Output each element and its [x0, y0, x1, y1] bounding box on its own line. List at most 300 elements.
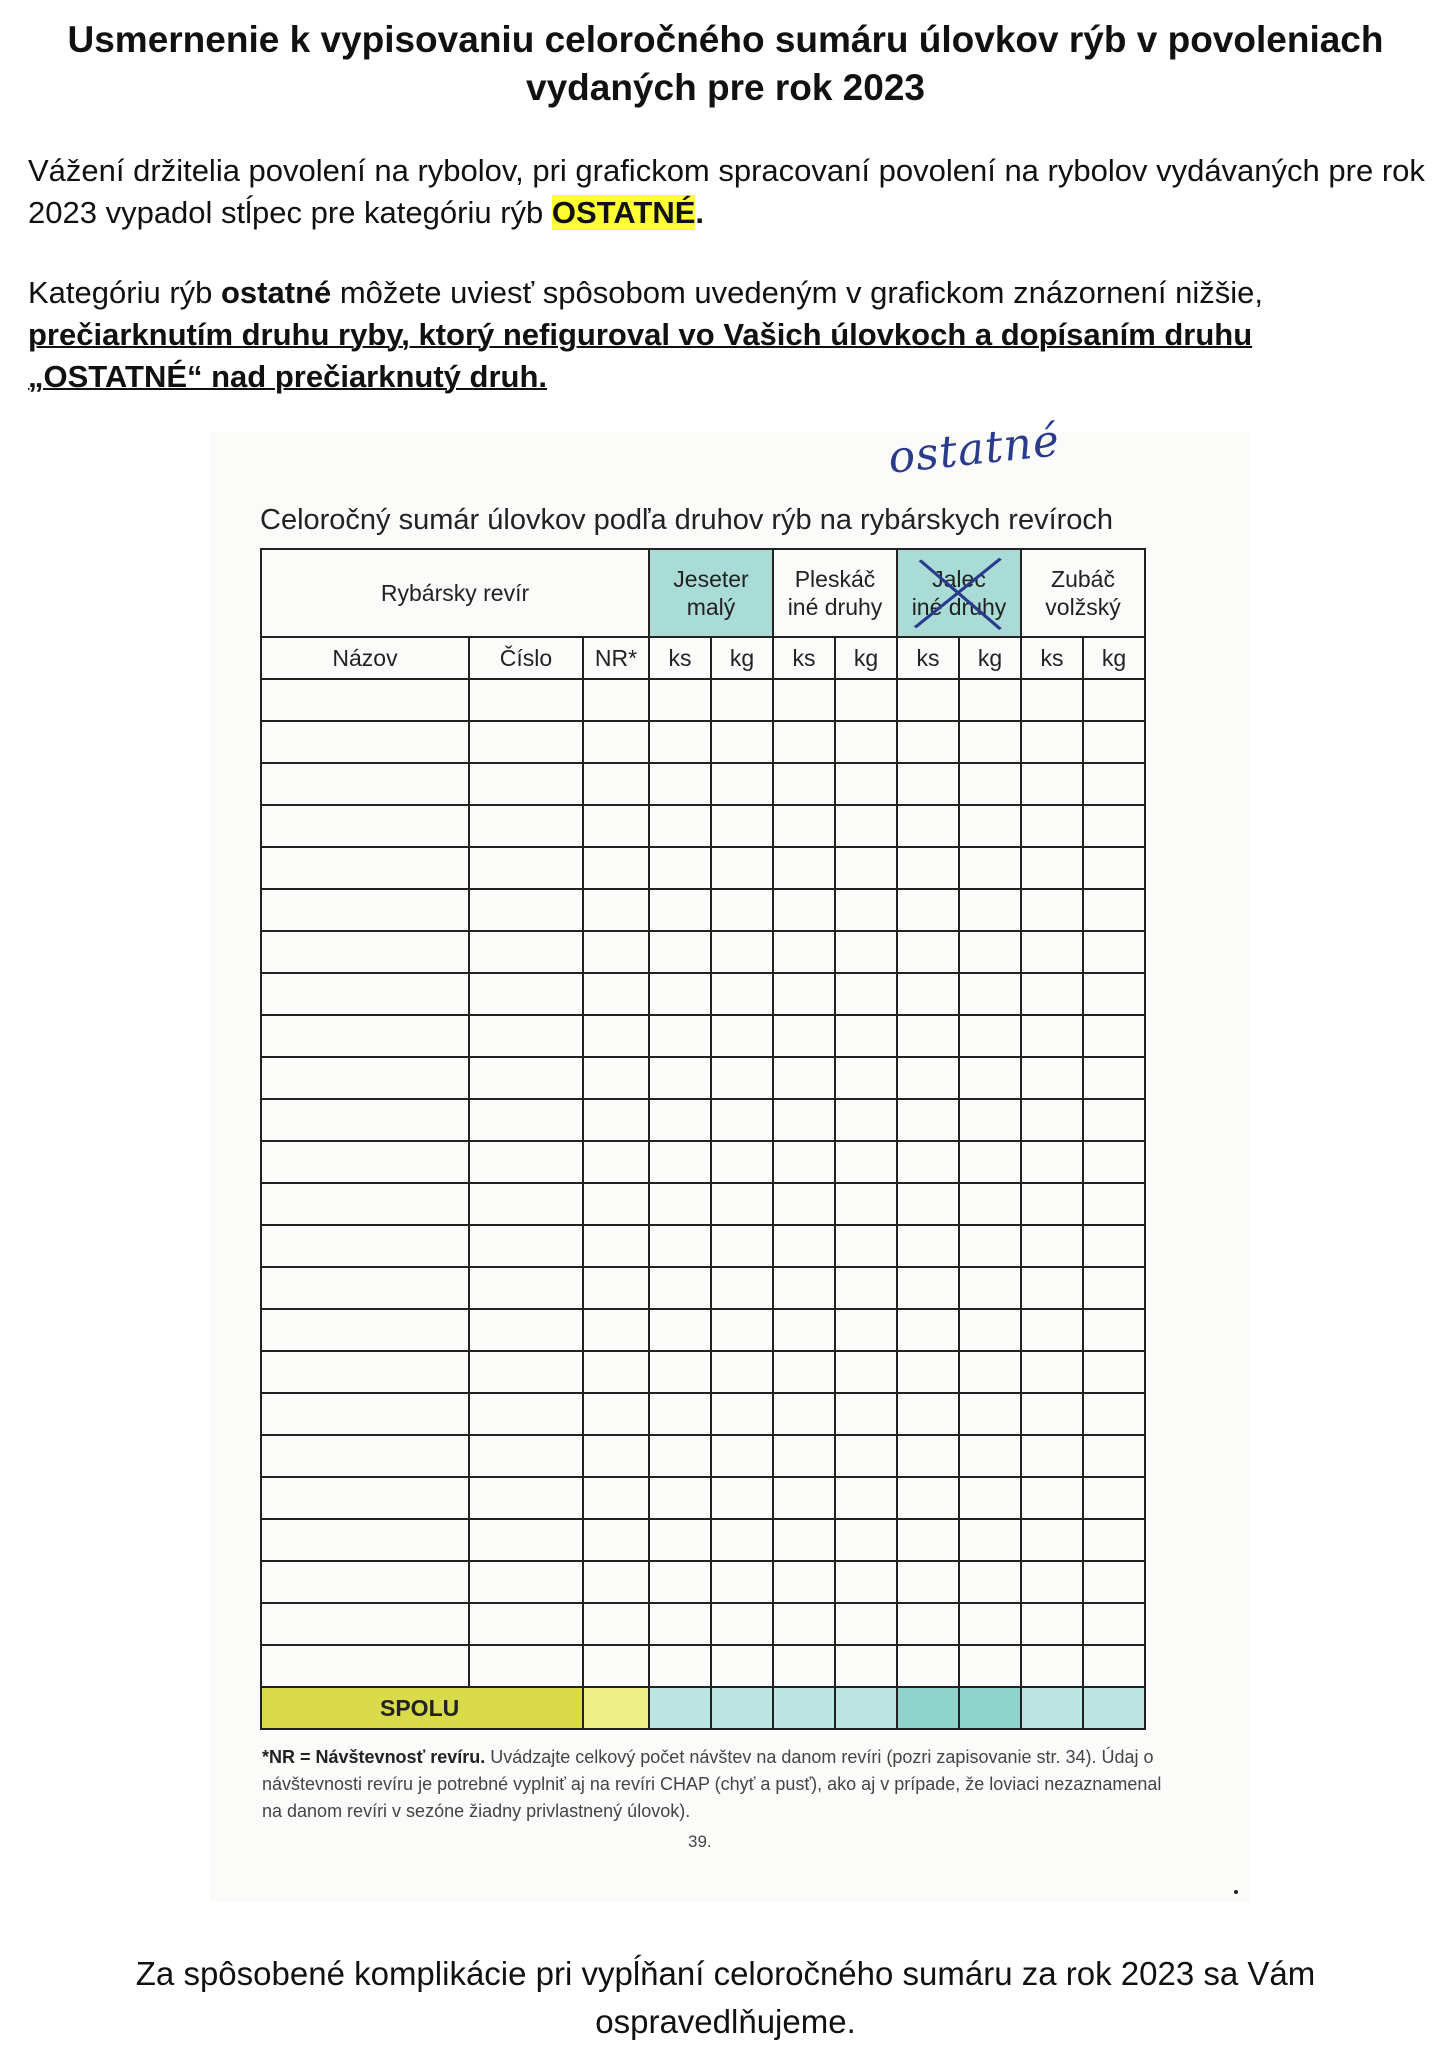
table-cell[interactable] — [649, 1477, 711, 1519]
table-cell[interactable] — [261, 679, 469, 721]
table-cell[interactable] — [773, 1645, 835, 1687]
table-cell[interactable] — [897, 1225, 959, 1267]
table-cell[interactable] — [711, 889, 773, 931]
table-cell[interactable] — [583, 1519, 649, 1561]
table-cell[interactable] — [897, 1099, 959, 1141]
table-cell[interactable] — [835, 721, 897, 763]
table-cell[interactable] — [773, 1477, 835, 1519]
table-cell[interactable] — [773, 679, 835, 721]
table-cell[interactable] — [649, 1141, 711, 1183]
table-cell[interactable] — [711, 679, 773, 721]
table-cell[interactable] — [649, 889, 711, 931]
table-cell[interactable] — [711, 1099, 773, 1141]
table-cell[interactable] — [583, 889, 649, 931]
table-cell[interactable] — [583, 1183, 649, 1225]
table-cell[interactable] — [649, 763, 711, 805]
table-cell[interactable] — [1083, 805, 1145, 847]
ostatne-highlight: OSTATNÉ — [551, 195, 696, 230]
closing-line-2: ospravedlňujeme. — [595, 2003, 856, 2040]
table-cell[interactable] — [1021, 1225, 1083, 1267]
table-cell[interactable] — [1021, 931, 1083, 973]
table-cell[interactable] — [711, 721, 773, 763]
table-cell[interactable] — [649, 1393, 711, 1435]
table-cell[interactable] — [773, 1057, 835, 1099]
table-cell[interactable] — [1021, 847, 1083, 889]
table-cell[interactable] — [469, 1225, 583, 1267]
table-cell[interactable] — [649, 1225, 711, 1267]
table-cell[interactable] — [469, 1477, 583, 1519]
footnote — [262, 1744, 1162, 1825]
table-cell[interactable] — [959, 1393, 1021, 1435]
table-row — [261, 679, 1145, 721]
table-cell[interactable] — [835, 1309, 897, 1351]
table-title: Celoročný sumár úlovkov podľa druhov rýb na rybárskych revíroch — [260, 504, 1114, 536]
table-cell[interactable] — [773, 1267, 835, 1309]
col-ks: ks — [1021, 637, 1083, 679]
table-cell[interactable] — [261, 931, 469, 973]
table-cell[interactable] — [711, 1225, 773, 1267]
table-cell[interactable] — [835, 805, 897, 847]
table-cell[interactable] — [959, 805, 1021, 847]
table-cell[interactable] — [261, 1141, 469, 1183]
table-cell[interactable] — [1021, 1015, 1083, 1057]
table-cell[interactable] — [1083, 721, 1145, 763]
table-cell[interactable] — [835, 1267, 897, 1309]
table-cell[interactable] — [261, 1309, 469, 1351]
table-row — [261, 889, 1145, 931]
table-cell[interactable] — [469, 1309, 583, 1351]
table-cell[interactable] — [835, 889, 897, 931]
table-cell[interactable] — [583, 679, 649, 721]
table-cell[interactable] — [1083, 763, 1145, 805]
table-cell[interactable] — [649, 1435, 711, 1477]
table-cell[interactable] — [897, 1267, 959, 1309]
table-cell[interactable] — [897, 973, 959, 1015]
table-cell[interactable] — [1083, 931, 1145, 973]
table-cell[interactable] — [469, 1603, 583, 1645]
table-cell[interactable] — [835, 1645, 897, 1687]
table-cell[interactable] — [897, 1645, 959, 1687]
table-cell[interactable] — [711, 1435, 773, 1477]
table-cell[interactable] — [261, 847, 469, 889]
table-row — [261, 1225, 1145, 1267]
page-number: 39. — [688, 1832, 712, 1851]
table-cell[interactable] — [583, 721, 649, 763]
table-cell[interactable] — [583, 805, 649, 847]
table-cell[interactable] — [649, 1519, 711, 1561]
table-cell[interactable] — [773, 1603, 835, 1645]
table-cell[interactable] — [711, 763, 773, 805]
total-cell — [1021, 1687, 1083, 1729]
table-cell[interactable] — [469, 931, 583, 973]
table-cell[interactable] — [897, 1393, 959, 1435]
table-cell[interactable] — [1021, 721, 1083, 763]
table-cell[interactable] — [959, 1309, 1021, 1351]
table-cell[interactable] — [1021, 1141, 1083, 1183]
table-cell[interactable] — [773, 973, 835, 1015]
table-cell[interactable] — [1083, 1351, 1145, 1393]
table-cell[interactable] — [583, 1099, 649, 1141]
table-cell[interactable] — [773, 805, 835, 847]
table-cell[interactable] — [649, 1351, 711, 1393]
table-cell[interactable] — [1083, 1183, 1145, 1225]
table-cell[interactable] — [711, 1603, 773, 1645]
table-cell[interactable] — [835, 1141, 897, 1183]
table-cell[interactable] — [711, 931, 773, 973]
table-cell[interactable] — [649, 1015, 711, 1057]
col-ks: ks — [649, 637, 711, 679]
table-cell[interactable] — [1021, 1309, 1083, 1351]
table-cell[interactable] — [959, 1141, 1021, 1183]
table-cell[interactable] — [959, 1057, 1021, 1099]
table-cell[interactable] — [1021, 973, 1083, 1015]
closing-apology — [20, 1950, 1431, 2046]
table-cell[interactable] — [897, 805, 959, 847]
table-cell[interactable] — [773, 1225, 835, 1267]
table-cell[interactable] — [835, 973, 897, 1015]
table-cell[interactable] — [897, 721, 959, 763]
table-cell[interactable] — [583, 763, 649, 805]
table-cell[interactable] — [649, 1645, 711, 1687]
table-cell[interactable] — [1083, 679, 1145, 721]
table-cell[interactable] — [1021, 1267, 1083, 1309]
table-cell[interactable] — [469, 973, 583, 1015]
table-cell[interactable] — [649, 679, 711, 721]
table-cell[interactable] — [1021, 1519, 1083, 1561]
table-cell[interactable] — [583, 1435, 649, 1477]
table-cell[interactable] — [649, 973, 711, 1015]
table-cell[interactable] — [261, 805, 469, 847]
table-cell[interactable] — [773, 1351, 835, 1393]
table-cell[interactable] — [583, 1225, 649, 1267]
table-cell[interactable] — [773, 889, 835, 931]
table-cell[interactable] — [711, 1477, 773, 1519]
table-cell[interactable] — [261, 1015, 469, 1057]
table-cell[interactable] — [1021, 763, 1083, 805]
table-cell[interactable] — [469, 1561, 583, 1603]
table-cell[interactable] — [261, 1183, 469, 1225]
col-ks: ks — [897, 637, 959, 679]
species-header: Pleskáč iné druhy — [773, 549, 897, 637]
table-cell[interactable] — [897, 1141, 959, 1183]
table-cell[interactable] — [773, 1309, 835, 1351]
table-cell[interactable] — [711, 1267, 773, 1309]
table-cell[interactable] — [835, 1603, 897, 1645]
table-cell[interactable] — [583, 1015, 649, 1057]
table-cell[interactable] — [1083, 1561, 1145, 1603]
table-cell[interactable] — [959, 1477, 1021, 1519]
table-row — [261, 1183, 1145, 1225]
table-row — [261, 931, 1145, 973]
table-cell[interactable] — [261, 1435, 469, 1477]
table-cell[interactable] — [897, 1519, 959, 1561]
table-cell[interactable] — [1021, 1477, 1083, 1519]
table-row — [261, 1141, 1145, 1183]
table-cell[interactable] — [959, 1519, 1021, 1561]
table-cell[interactable] — [835, 1015, 897, 1057]
table-cell[interactable] — [711, 1141, 773, 1183]
table-cell[interactable] — [469, 1435, 583, 1477]
table-cell[interactable] — [959, 1435, 1021, 1477]
table-cell[interactable] — [959, 973, 1021, 1015]
table-cell[interactable] — [835, 931, 897, 973]
table-cell[interactable] — [261, 1519, 469, 1561]
table-cell[interactable] — [959, 1015, 1021, 1057]
table-cell[interactable] — [261, 1645, 469, 1687]
table-cell[interactable] — [835, 847, 897, 889]
table-cell[interactable] — [773, 931, 835, 973]
table-cell[interactable] — [1021, 1645, 1083, 1687]
table-cell[interactable] — [469, 1645, 583, 1687]
table-cell[interactable] — [1083, 1309, 1145, 1351]
table-cell[interactable] — [835, 1057, 897, 1099]
table-cell[interactable] — [649, 1183, 711, 1225]
revir-header: Rybársky revír — [261, 549, 649, 637]
table-cell[interactable] — [959, 931, 1021, 973]
table-cell[interactable] — [583, 1477, 649, 1519]
table-cell[interactable] — [583, 1561, 649, 1603]
table-cell[interactable] — [959, 679, 1021, 721]
table-cell[interactable] — [773, 1099, 835, 1141]
table-cell[interactable] — [261, 1603, 469, 1645]
table-cell[interactable] — [835, 1099, 897, 1141]
table-cell[interactable] — [469, 1015, 583, 1057]
table-cell[interactable] — [649, 805, 711, 847]
table-cell[interactable] — [897, 931, 959, 973]
table-cell[interactable] — [469, 1393, 583, 1435]
table-cell[interactable] — [1083, 1099, 1145, 1141]
table-cell[interactable] — [835, 763, 897, 805]
table-cell[interactable] — [469, 805, 583, 847]
instructions-underlined: prečiarknutím druhu ryby, ktorý nefiguroval vo Vašich úlovkoch a dopísaním druhu „OSTATNÉ“ nad prečiarknutý druh. — [28, 317, 1253, 394]
table-cell[interactable] — [261, 1393, 469, 1435]
table-cell[interactable] — [1083, 1435, 1145, 1477]
table-cell[interactable] — [1083, 1603, 1145, 1645]
table-cell[interactable] — [261, 1561, 469, 1603]
table-cell[interactable] — [1021, 889, 1083, 931]
table-cell[interactable] — [649, 1309, 711, 1351]
table-cell[interactable] — [261, 1267, 469, 1309]
table-cell[interactable] — [583, 1267, 649, 1309]
table-cell[interactable] — [897, 1477, 959, 1519]
table-cell[interactable] — [773, 1183, 835, 1225]
table-cell[interactable] — [469, 1141, 583, 1183]
handwritten-ostatne-note: ostatné — [885, 415, 1063, 484]
table-cell[interactable] — [1083, 1519, 1145, 1561]
table-cell[interactable] — [835, 1519, 897, 1561]
table-cell[interactable] — [469, 721, 583, 763]
table-row — [261, 1015, 1145, 1057]
table-cell[interactable] — [1083, 1267, 1145, 1309]
table-cell[interactable] — [1021, 1435, 1083, 1477]
table-cell[interactable] — [583, 973, 649, 1015]
table-cell[interactable] — [711, 1309, 773, 1351]
table-cell[interactable] — [261, 1057, 469, 1099]
table-cell[interactable] — [1021, 679, 1083, 721]
table-cell[interactable] — [1083, 847, 1145, 889]
table-cell[interactable] — [469, 679, 583, 721]
table-row — [261, 763, 1145, 805]
table-cell[interactable] — [649, 1099, 711, 1141]
table-cell[interactable] — [261, 889, 469, 931]
table-cell[interactable] — [711, 1393, 773, 1435]
col-kg: kg — [959, 637, 1021, 679]
table-row — [261, 973, 1145, 1015]
table-cell[interactable] — [649, 1267, 711, 1309]
table-cell[interactable] — [583, 1351, 649, 1393]
table-cell[interactable] — [469, 1057, 583, 1099]
table-cell[interactable] — [1083, 1645, 1145, 1687]
table-cell[interactable] — [711, 847, 773, 889]
table-cell[interactable] — [649, 1603, 711, 1645]
table-cell[interactable] — [583, 1141, 649, 1183]
table-cell[interactable] — [835, 1183, 897, 1225]
table-cell[interactable] — [835, 1561, 897, 1603]
table-cell[interactable] — [261, 721, 469, 763]
table-cell[interactable] — [469, 1099, 583, 1141]
table-cell[interactable] — [649, 847, 711, 889]
table-cell[interactable] — [773, 1015, 835, 1057]
col-kg: kg — [835, 637, 897, 679]
table-cell[interactable] — [773, 1393, 835, 1435]
table-row — [261, 1477, 1145, 1519]
table-cell[interactable] — [711, 1015, 773, 1057]
table-cell[interactable] — [711, 805, 773, 847]
table-cell[interactable] — [835, 1393, 897, 1435]
total-cell — [711, 1687, 773, 1729]
table-cell[interactable] — [583, 1645, 649, 1687]
table-cell[interactable] — [773, 763, 835, 805]
table-cell[interactable] — [261, 1225, 469, 1267]
col-nr: NR* — [583, 637, 649, 679]
table-cell[interactable] — [649, 1057, 711, 1099]
table-cell[interactable] — [261, 763, 469, 805]
table-cell[interactable] — [1083, 1057, 1145, 1099]
table-cell[interactable] — [835, 1435, 897, 1477]
table-cell[interactable] — [261, 1351, 469, 1393]
table-cell[interactable] — [773, 1519, 835, 1561]
intro-end: . — [695, 195, 705, 230]
table-cell[interactable] — [959, 1183, 1021, 1225]
instructions-text-2: môžete uviesť spôsobom uvedeným v grafickom znázornení nižšie, — [331, 275, 1263, 310]
table-cell[interactable] — [1083, 973, 1145, 1015]
table-cell[interactable] — [959, 1561, 1021, 1603]
table-cell[interactable] — [1083, 1393, 1145, 1435]
table-cell[interactable] — [897, 1351, 959, 1393]
table-cell[interactable] — [897, 1309, 959, 1351]
table-cell[interactable] — [897, 847, 959, 889]
table-cell[interactable] — [897, 1057, 959, 1099]
table-cell[interactable] — [773, 1141, 835, 1183]
table-cell[interactable] — [835, 1225, 897, 1267]
table-cell[interactable] — [711, 973, 773, 1015]
table-cell[interactable] — [959, 847, 1021, 889]
table-cell[interactable] — [959, 1645, 1021, 1687]
table-cell[interactable] — [649, 1561, 711, 1603]
table-cell[interactable] — [583, 931, 649, 973]
table-cell[interactable] — [583, 1309, 649, 1351]
table-cell[interactable] — [469, 763, 583, 805]
table-cell[interactable] — [1021, 1057, 1083, 1099]
table-cell[interactable] — [469, 889, 583, 931]
table-cell[interactable] — [897, 1435, 959, 1477]
table-cell[interactable] — [959, 763, 1021, 805]
table-cell[interactable] — [469, 1183, 583, 1225]
table-cell[interactable] — [897, 763, 959, 805]
table-cell[interactable] — [261, 1477, 469, 1519]
table-cell[interactable] — [1083, 1225, 1145, 1267]
col-kg: kg — [711, 637, 773, 679]
table-cell[interactable] — [649, 931, 711, 973]
table-cell[interactable] — [897, 1603, 959, 1645]
table-cell[interactable] — [897, 889, 959, 931]
title-line-2: vydaných pre rok 2023 — [526, 67, 925, 108]
intro-text: Vážení držitelia povolení na rybolov, pri grafickom spracovaní povolení na rybolov vydávaných pre rok 2023 vypadol stĺpec pre kategóriu rýb — [28, 153, 1425, 230]
table-cell[interactable] — [261, 973, 469, 1015]
table-cell[interactable] — [261, 1099, 469, 1141]
table-cell[interactable] — [773, 847, 835, 889]
table-cell[interactable] — [469, 1351, 583, 1393]
table-cell[interactable] — [583, 847, 649, 889]
table-cell[interactable] — [1021, 1099, 1083, 1141]
table-cell[interactable] — [959, 1099, 1021, 1141]
table-cell[interactable] — [583, 1393, 649, 1435]
table-cell[interactable] — [711, 1561, 773, 1603]
table-cell[interactable] — [1083, 1141, 1145, 1183]
table-cell[interactable] — [1021, 1351, 1083, 1393]
table-cell[interactable] — [897, 1561, 959, 1603]
table-cell[interactable] — [1083, 889, 1145, 931]
table-cell[interactable] — [835, 1351, 897, 1393]
table-cell[interactable] — [711, 1057, 773, 1099]
table-cell[interactable] — [959, 1267, 1021, 1309]
table-cell[interactable] — [1083, 1015, 1145, 1057]
table-cell[interactable] — [959, 1351, 1021, 1393]
table-cell[interactable] — [959, 721, 1021, 763]
table-cell[interactable] — [773, 1435, 835, 1477]
table-cell[interactable] — [959, 1225, 1021, 1267]
table-cell[interactable] — [835, 1477, 897, 1519]
table-cell[interactable] — [773, 721, 835, 763]
table-cell[interactable] — [959, 889, 1021, 931]
table-cell[interactable] — [649, 721, 711, 763]
total-cell — [773, 1687, 835, 1729]
table-cell[interactable] — [897, 679, 959, 721]
table-cell[interactable] — [897, 1183, 959, 1225]
table-cell[interactable] — [469, 1519, 583, 1561]
table-cell[interactable] — [1021, 1603, 1083, 1645]
table-cell[interactable] — [959, 1603, 1021, 1645]
table-cell[interactable] — [711, 1519, 773, 1561]
table-cell[interactable] — [583, 1057, 649, 1099]
table-cell[interactable] — [711, 1351, 773, 1393]
table-cell[interactable] — [469, 847, 583, 889]
table-cell[interactable] — [711, 1183, 773, 1225]
table-cell[interactable] — [1021, 1561, 1083, 1603]
table-cell[interactable] — [583, 1603, 649, 1645]
table-cell[interactable] — [1083, 1477, 1145, 1519]
table-cell[interactable] — [711, 1645, 773, 1687]
table-cell[interactable] — [1021, 1393, 1083, 1435]
table-cell[interactable] — [897, 1015, 959, 1057]
table-row — [261, 1351, 1145, 1393]
table-cell[interactable] — [1021, 805, 1083, 847]
table-cell[interactable] — [835, 679, 897, 721]
table-cell[interactable] — [469, 1267, 583, 1309]
table-cell[interactable] — [773, 1561, 835, 1603]
col-ks: ks — [773, 637, 835, 679]
table-cell[interactable] — [1021, 1183, 1083, 1225]
